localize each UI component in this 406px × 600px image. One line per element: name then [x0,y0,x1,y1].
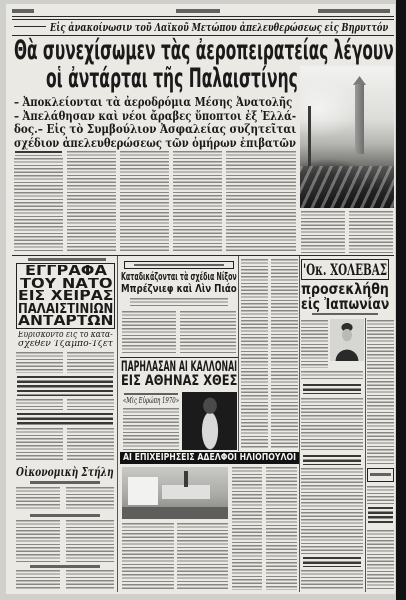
body-text-column [120,151,169,253]
column-rule [299,256,300,592]
story-deck-print [130,298,228,307]
body-text-column [349,211,393,253]
kicker-text: Εἰς ἀνακοίνωσιν τοῦ Λαϊκοῦ Μετώπου ἀπελευθερώσεως εἰς Βηρυττόν [50,21,388,34]
body-text-column [67,399,114,410]
main-headline-line-1 [14,36,394,65]
chimney [184,471,188,487]
body-text-column [301,398,363,450]
nato-headline-line [18,303,113,316]
body-text-column [271,259,298,449]
section-rule [12,255,394,256]
body-text-column [226,151,296,253]
nato-headline-text: ΠΑΛΑΙΣΤΙΝΙΩΝ [18,302,113,316]
story-label-print [134,264,224,266]
rates-table-values [66,520,114,562]
subhead-text: σχέδιον ἀπελευθερώσεως τῶν ὁμήρων ἐπιβατῶν [14,135,296,150]
body-text-column [122,523,174,590]
ground [122,507,228,519]
subhead-text: – Ἀπελάθησαν καὶ νέοι ἄραβες ὕποπτοι ἐξ Ἑλλά- [14,108,296,123]
nato-headline-text: ΕΓΓΡΑΦΑ [24,265,107,278]
main-headline-text-2: οἱ ἀντάρται τῆς Παλαιστίνης [46,64,298,93]
nato-deck-text: Εὑρίσκοντο εἰς τὸ κατα- [18,331,113,340]
nixon-headline-text: Μπρέζνιεφ καὶ Λὶν Πιάο [121,283,237,295]
rates-table-values [66,487,114,511]
body-text-column [180,311,236,355]
body-text-column [241,259,268,449]
cholevas-headline-text: προσεκλήθη [301,281,389,297]
subhead-line [14,95,292,109]
small-advert-print [368,507,393,525]
rates-table-names [16,520,60,562]
nato-headline-text: ΑΝΤΑΡΤΩΝ [18,315,113,329]
rates-table-values [66,570,114,590]
body-text-column [301,570,363,590]
table-heading-print [30,514,100,517]
story-headline-print [303,455,361,465]
masthead-print [176,9,220,13]
body-text-column [16,428,63,461]
small-advert-print [370,473,391,476]
body-text-column [266,467,297,590]
beauty-headline-text: ΕΙΣ ΑΘΗΝΑΣ ΧΘΕΣ [121,374,237,389]
nato-headline-line [18,265,113,278]
rates-table-names [16,487,60,511]
page-number-print [12,9,34,13]
man-suit [332,343,362,361]
debris [300,166,394,208]
minaret [355,84,364,154]
cholevas-name [303,261,387,279]
section-rule [120,357,238,358]
rates-table-names [16,570,60,590]
body-text-column [67,352,114,373]
body-text-column [367,530,394,590]
cholevas-name-text: 'Οκ. ΧΟΛΕΒΑΣ [303,261,387,279]
beauty-headline-line [121,360,237,375]
story-headline-print [17,376,113,396]
subhead-text: δος.– Εἰς τὸ Συμβούλιον Ἀσφαλείας συζητεῖται [14,122,296,136]
column-rule [365,318,366,592]
table-heading-print [30,481,100,484]
nato-deck-text: σχεθὲν Τζάμπο-Τζέτ [18,340,113,349]
advert-banner-title [123,452,296,464]
story-headline-print [17,413,113,425]
column-rule [238,256,239,451]
subhead-line [14,136,296,150]
photo-factory [122,467,228,519]
body-text-column [173,151,222,253]
beauty-deck-text: «Μὶς Εὐρώπη 1970» [123,396,179,405]
body-text-column [301,371,363,381]
main-headline-line-2 [46,64,298,93]
nixon-headline-line [121,283,237,295]
body-text-column [177,523,228,590]
story-deck-print [124,393,178,395]
nato-headline-text: ΕΙΣ ΧΕΙΡΑΣ [18,290,113,304]
nato-headline-text: ΤΟΥ ΝΑΤΟ [19,277,113,291]
beauty-headline-text: ΠΑΡΗΛΑΣΑΝ ΑΙ ΚΑΛΛΟΝΑΙ [121,360,237,375]
photo-portrait-man [330,319,364,361]
cholevas-headline-text: εἰς Ἰαπωνίαν [301,296,389,312]
story-label-print [28,258,106,261]
photo-beauty-contestant [182,392,237,450]
finance-title-text: Οἰκονομικὴ Στήλη [16,466,114,479]
building [162,485,210,499]
table-heading-print [30,565,100,568]
cholevas-headline-line [301,296,389,312]
body-text-column [301,320,328,368]
nato-deck-line [18,331,113,340]
cholevas-headline-line [301,281,389,297]
nato-deck-line [18,340,113,349]
subhead-line [14,122,296,136]
nixon-headline-text: Καταδικάζονται τὰ σχέδια Νίξον [121,271,237,283]
column-rule [117,256,118,592]
body-text-column [16,399,63,410]
kicker [50,20,388,35]
finance-title [16,466,114,479]
body-text-column [67,151,116,253]
body-subhead [15,151,62,156]
news-photo-explosion [300,66,394,208]
body-text-column [122,311,176,355]
beauty-deck [123,396,179,406]
story-deck-print [312,313,378,315]
body-text-column [367,486,394,504]
kicker-ornament-rule [14,26,46,27]
story-headline-print [303,384,361,394]
body-text-column [67,428,114,461]
advert-banner-text: ΑΙ ΕΠΙΧΕΙΡΗΣΕΙΣ ΑΔΕΛΦΟΙ ΗΛΙΟΠΟΥΛΟΙ [123,452,296,463]
scan-edge [396,0,406,600]
body-text-column [123,408,179,450]
building [128,477,158,505]
date-print [318,9,390,13]
nato-headline-line [18,290,113,303]
nixon-headline-line [121,271,237,283]
nato-headline-line [18,278,113,291]
man-head [338,323,356,345]
body-text-column [232,467,262,590]
body-text-column [301,211,345,253]
header-rule [12,16,394,17]
subhead-line [14,109,296,123]
body-text-column [301,468,363,554]
body-text-column [14,158,63,253]
body-text-column [367,320,394,465]
story-headline-print [303,557,361,567]
nato-headline-line [18,315,113,328]
body-text-column [16,352,63,373]
main-headline-text-1: Θὰ συνεχίσωμεν τὰς ἀεροπειρατείας λέγουν [14,36,394,65]
subhead-text: – Ἀποκλείονται τὰ ἀεροδρόμια Μέσης Ἀνατολῆς [14,95,292,109]
woman-hair [199,394,221,420]
beauty-headline-line [121,374,237,389]
